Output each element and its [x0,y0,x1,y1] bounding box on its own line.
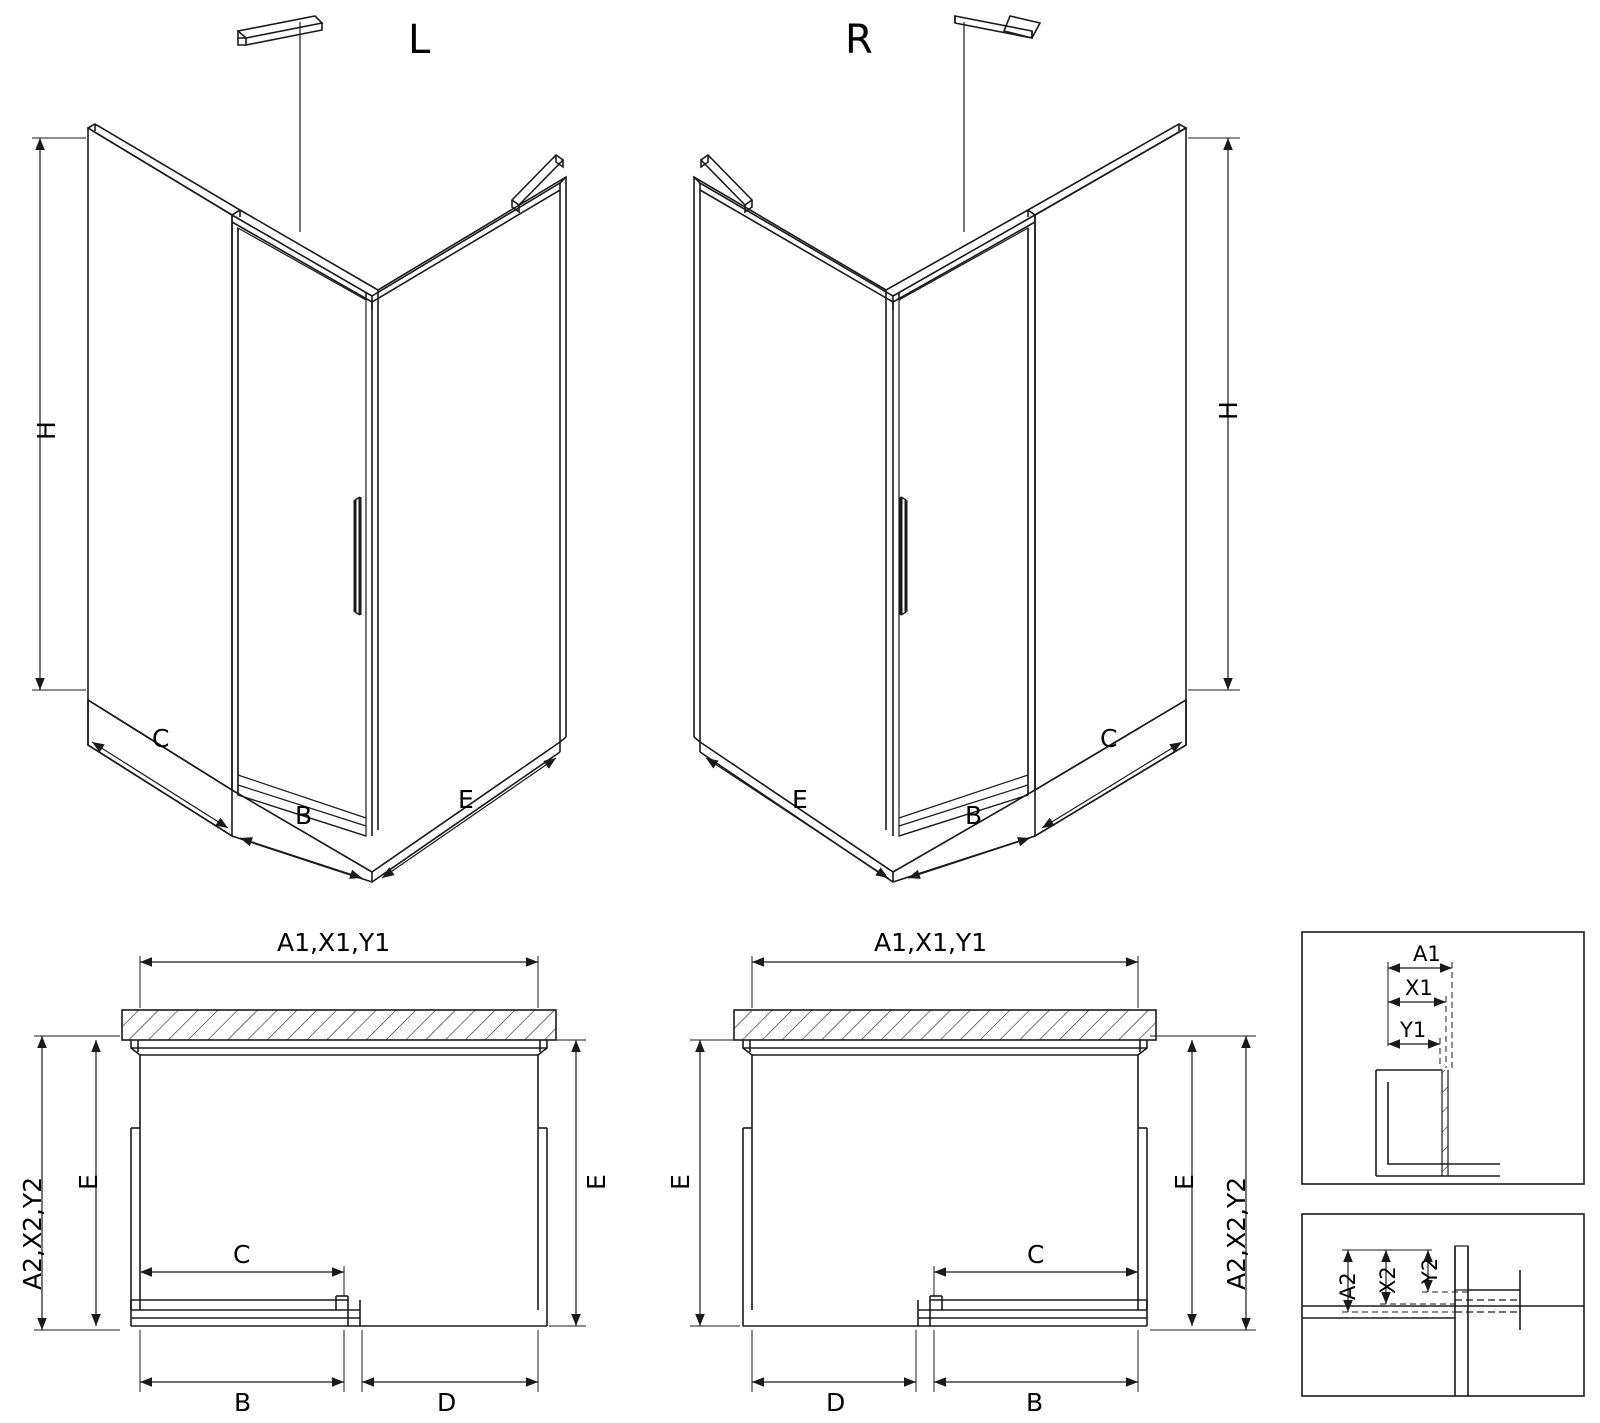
iso-left-e-label: E [458,785,474,814]
detail-top-x1-label: X1 [1405,976,1433,1000]
view-title-right: R [845,17,873,63]
detail-top-y1-label: Y1 [1400,1018,1427,1042]
detail-bottom-a2-label: A2 [1336,1272,1360,1300]
plan-right-b-label: B [1026,1388,1044,1417]
detail-view-bottom [1302,1214,1584,1396]
view-title-left: L [408,17,431,63]
detail-view-top [1302,932,1584,1184]
detail-top-a1-label: A1 [1413,942,1441,966]
iso-right-b-label: B [965,801,983,830]
iso-right-c-label: C [1100,724,1118,753]
iso-view-left [32,16,566,882]
detail-bottom-y2-label: Y2 [1418,1257,1442,1284]
iso-left-height-label: H [32,421,61,440]
plan-right-d-label: D [826,1388,846,1417]
plan-left-d-label: D [437,1388,457,1417]
plan-right-top-dim-label: A1,X1,Y1 [874,928,988,957]
iso-left-b-label: B [295,801,313,830]
iso-right-height-label: H [1214,401,1243,420]
plan-right-c-label: C [1027,1240,1045,1269]
detail-bottom-x2-label: X2 [1376,1266,1400,1294]
plan-right-e-inner-label: E [1170,1174,1199,1190]
plan-view-left [34,956,586,1392]
plan-left-c-label: C [233,1240,251,1269]
plan-left-b-label: B [234,1388,252,1417]
plan-left-side-dim-label: A2,X2,Y2 [18,1176,47,1290]
plan-left-top-dim-label: A1,X1,Y1 [277,928,391,957]
iso-view-right [694,16,1243,882]
plan-right-side-dim-label: A2,X2,Y2 [1222,1176,1251,1290]
plan-left-e-outer-label: E [582,1174,611,1190]
plan-right-e-outer-label: E [666,1174,695,1190]
iso-right-e-label: E [792,785,808,814]
iso-left-c-label: C [152,724,170,753]
plan-left-e-inner-label: E [74,1174,103,1190]
